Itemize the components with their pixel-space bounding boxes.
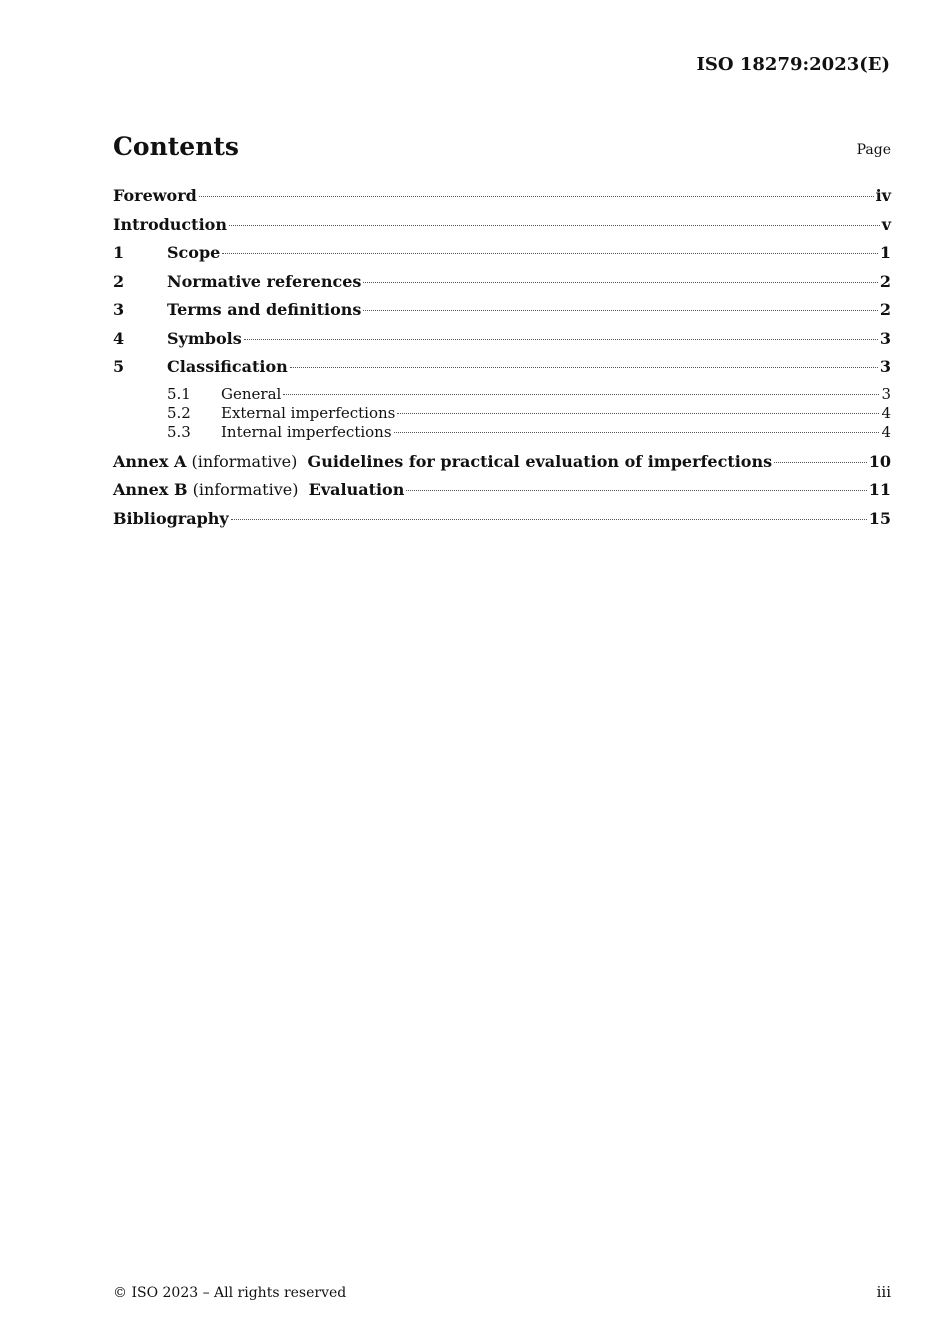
leader-dots [283,394,879,395]
toc-annex-label [113,479,404,501]
toc-entry-number: 4 [113,328,125,348]
toc-entry-label: Bibliography [113,508,229,528]
toc-entry-scope[interactable] [113,242,891,271]
annex-id: Annex A [113,451,187,471]
toc-subentry-label: General [221,384,282,403]
toc-entry-label: Symbols [167,328,242,348]
toc-entry-label: Scope [167,243,221,262]
annex-title: Evaluation [308,480,405,499]
leader-dots [406,490,866,491]
footer-page-number: iii [876,1283,891,1301]
toc-entry-page: 10 [868,451,891,471]
toc-entry-page: 15 [868,508,891,528]
page-column-label: Page [856,142,891,158]
toc-entry-number: 5 [113,357,125,376]
leader-dots [290,367,878,368]
leader-dots [394,432,880,433]
annex-type: (informative) [191,451,298,471]
toc-entry-label: Introduction [113,214,227,234]
footer-copyright: © ISO 2023 – All rights reserved [113,1285,347,1301]
table-of-contents [113,185,891,536]
toc-subentry-label: External imperfections [221,403,396,422]
toc-entry-page: 3 [879,357,891,376]
annex-title: Guidelines for practical evaluation of imperfections [307,451,773,471]
toc-subentry-number: 5.1 [167,384,191,403]
toc-entry-annex-a[interactable] [113,451,891,480]
toc-entry-page: 2 [879,300,891,319]
toc-subentry-page: 4 [881,403,891,422]
leader-dots [774,462,867,463]
toc-subentry-page: 3 [881,384,891,403]
toc-entry-introduction[interactable] [113,214,891,243]
leader-dots [244,339,878,340]
toc-subentry-general[interactable] [113,385,891,404]
toc-entry-symbols[interactable] [113,328,891,357]
toc-entry-page: 3 [879,328,891,348]
toc-entry-normative-references[interactable] [113,271,891,300]
toc-entry-page: iv [875,186,891,205]
toc-subentry-external-imperfections[interactable] [113,404,891,423]
annex-id: Annex B [113,480,188,499]
toc-entry-foreword[interactable] [113,185,891,214]
toc-entry-number: 3 [113,300,125,319]
toc-entry-annex-b[interactable] [113,479,891,508]
leader-dots [363,282,877,283]
toc-entry-page: 2 [879,271,891,291]
leader-dots [397,413,879,414]
annex-type: (informative) [192,480,299,499]
toc-entry-label: Terms and definitions [167,300,362,319]
leader-dots [231,519,867,520]
toc-subentry-page: 4 [881,422,891,441]
toc-entry-label: Foreword [113,186,197,205]
toc-entry-label: Classification [167,357,288,376]
toc-annex-label [113,451,772,473]
contents-title: Contents [113,132,240,161]
leader-dots [363,310,877,311]
toc-subentry-number: 5.2 [167,403,191,422]
toc-subentry-label: Internal imperfections [221,422,392,441]
toc-subentry-internal-imperfections[interactable] [113,423,891,442]
leader-dots [199,196,874,197]
document-id: ISO 18279:2023(E) [696,54,890,75]
toc-entry-number: 1 [113,243,125,262]
toc-entry-number: 2 [113,271,125,291]
toc-entry-terms-and-definitions[interactable] [113,299,891,328]
toc-entry-label: Normative references [167,271,362,291]
toc-entry-classification[interactable] [113,356,891,385]
leader-dots [229,225,880,226]
toc-entry-page: v [881,214,891,234]
toc-subentry-number: 5.3 [167,422,191,441]
toc-entry-bibliography[interactable] [113,508,891,537]
leader-dots [222,253,878,254]
toc-entry-page: 1 [879,243,891,262]
toc-entry-page: 11 [868,480,891,499]
